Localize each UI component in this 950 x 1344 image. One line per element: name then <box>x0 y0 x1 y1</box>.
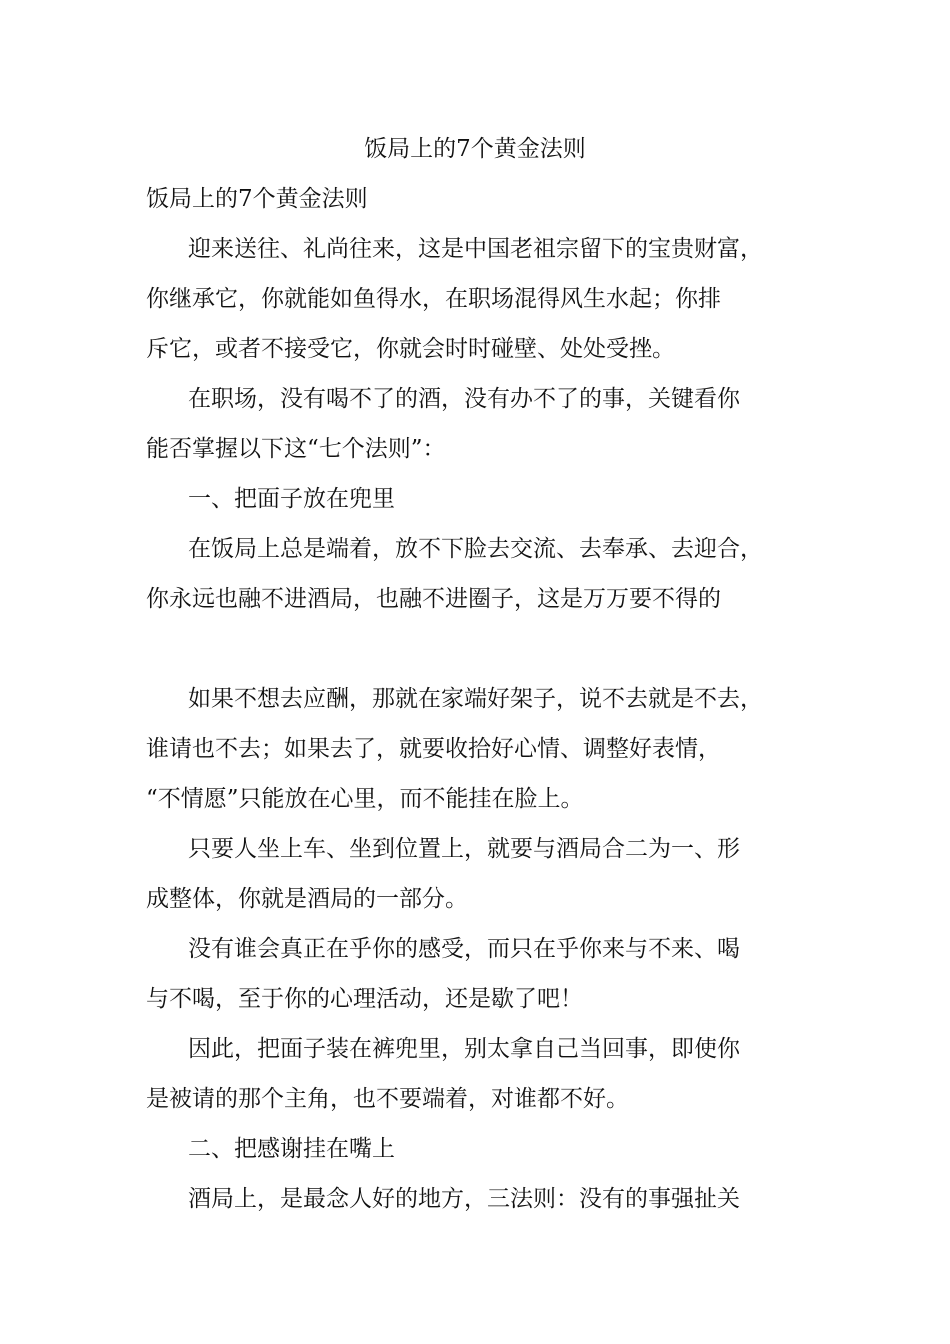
document-title: 饭局上的7个黄金法则 <box>364 136 586 162</box>
paragraph-line: 只要人坐上车、坐到位置上，就要与酒局合二为一、形 <box>188 836 740 862</box>
paragraph-line: 成整体，你就是酒局的一部分。 <box>146 886 468 912</box>
paragraph-line: 因此，把面子装在裤兜里，别太拿自己当回事，即使你 <box>188 1036 740 1062</box>
paragraph-line: 在职场，没有喝不了的酒，没有办不了的事，关键看你 <box>188 386 740 412</box>
paragraph-line: 如果不想去应酬，那就在家端好架子，说不去就是不去， <box>188 686 763 712</box>
paragraph-line: 酒局上，是最念人好的地方，三法则：没有的事强扯关 <box>188 1186 740 1212</box>
paragraph-line: 是被请的那个主角，也不要端着，对谁都不好。 <box>146 1086 629 1112</box>
paragraph-line: 与不喝，至于你的心理活动，还是歇了吧！ <box>146 986 583 1012</box>
subtitle-line: 饭局上的7个黄金法则 <box>146 186 368 212</box>
section-heading: 二、把感谢挂在嘴上 <box>188 1136 395 1162</box>
paragraph-line: 谁请也不去；如果去了，就要收拾好心情、调整好表情， <box>146 736 721 762</box>
paragraph-line: “不情愿”只能放在心里，而不能挂在脸上。 <box>146 786 584 812</box>
paragraph-line: 斥它，或者不接受它，你就会时时碰壁、处处受挫。 <box>146 336 675 362</box>
section-heading: 一、把面子放在兜里 <box>188 486 395 512</box>
paragraph-line: 没有谁会真正在乎你的感受，而只在乎你来与不来、喝 <box>188 936 740 962</box>
paragraph-line: 迎来送往、礼尚往来，这是中国老祖宗留下的宝贵财富， <box>188 236 763 262</box>
paragraph-line: 你永远也融不进酒局，也融不进圈子，这是万万要不得的 <box>146 586 721 612</box>
paragraph-line: 在饭局上总是端着，放不下脸去交流、去奉承、去迎合， <box>188 536 763 562</box>
paragraph-line: 能否掌握以下这“七个法则”： <box>146 436 446 462</box>
paragraph-line: 你继承它，你就能如鱼得水，在职场混得风生水起；你排 <box>146 286 721 312</box>
